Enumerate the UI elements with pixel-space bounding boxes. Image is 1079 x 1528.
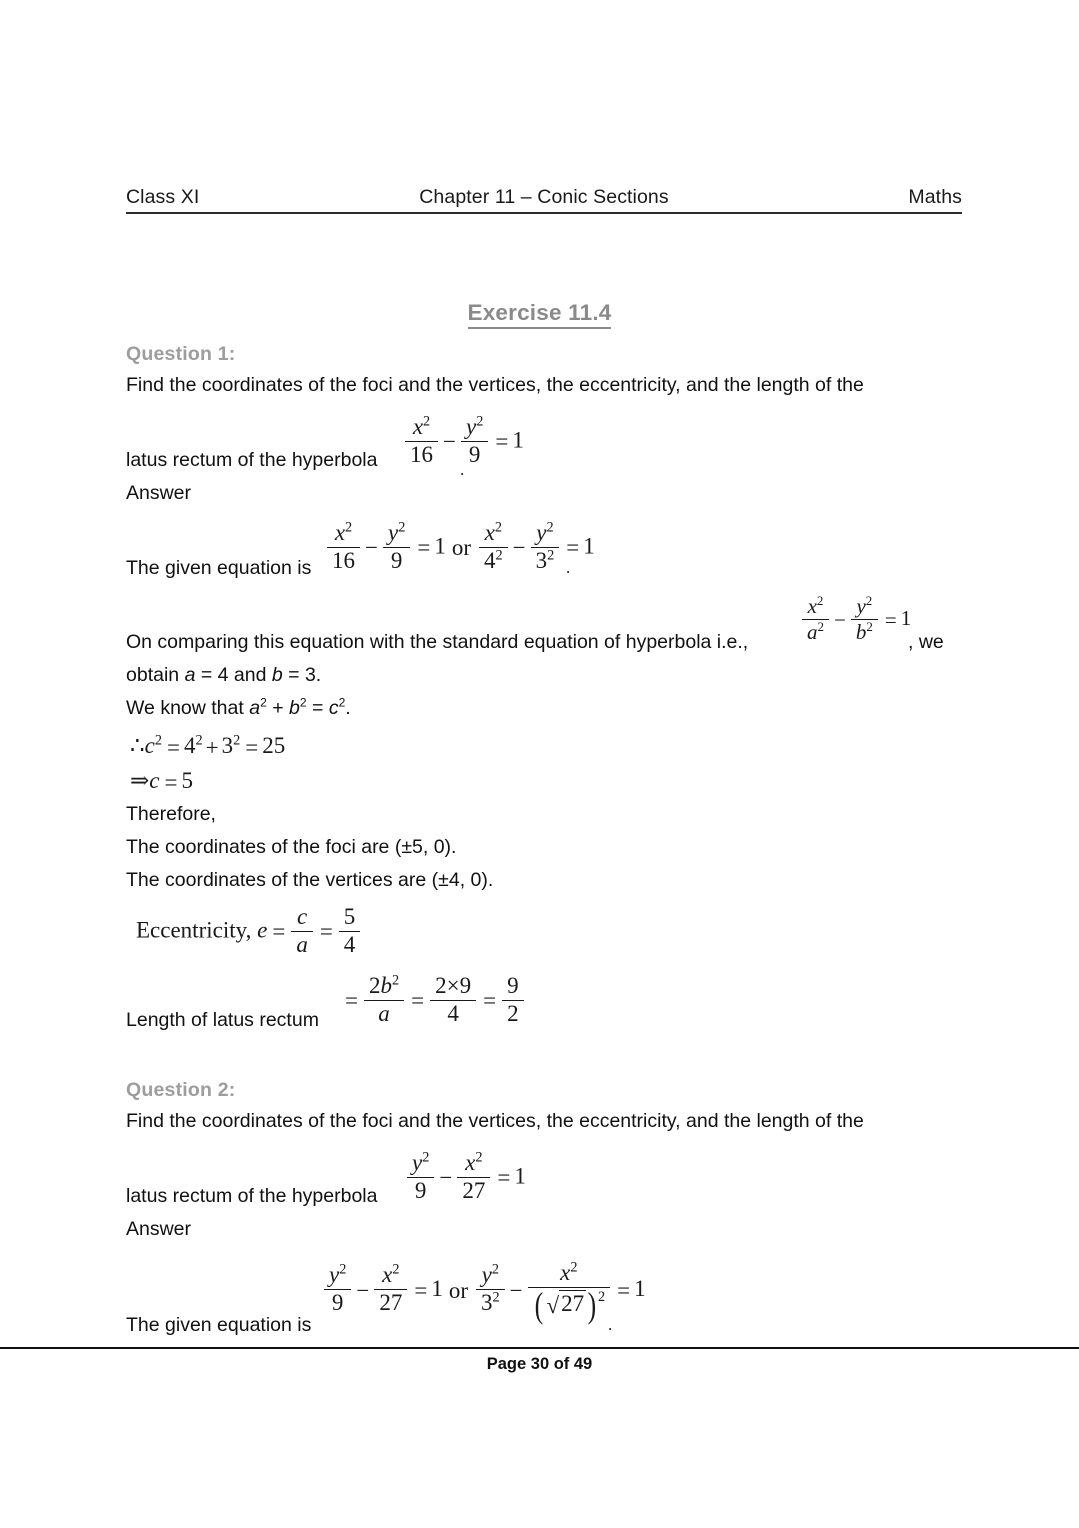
fraction-x2-over-27: $\frac{x^2}{27}$: [457, 1151, 490, 1204]
question-1-given-period: .: [566, 558, 571, 577]
equals-operator: =: [414, 1277, 428, 1303]
question-1-given-equation: [325, 519, 595, 575]
variable-c: c: [144, 733, 155, 758]
rhs-one: 1: [514, 1163, 526, 1189]
question-1-latus-rectum-label: Length of latus rectum: [126, 1009, 319, 1031]
variable-c: c: [149, 768, 160, 793]
variable-e: e: [257, 917, 268, 943]
variable-y: y: [412, 1150, 423, 1175]
denominator-3: 3: [480, 1290, 493, 1316]
fraction-y2-over-9: $\frac{y^2}{9}$: [324, 1263, 351, 1316]
question-2-answer-label: Answer: [126, 1218, 192, 1240]
therefore-symbol: ∴: [130, 733, 145, 758]
fraction-x2-over-16: $\frac{x^2}{16}$: [327, 521, 360, 574]
question-1-c-value-equation: [130, 768, 193, 796]
header-chapter-title: Chapter 11 – Conic Sections: [419, 186, 669, 208]
variable-x: x: [465, 1150, 476, 1175]
question-2-hyperbola-equation: [405, 1149, 526, 1205]
fraction-x2-over-16: $\frac{x^2}{16}$: [405, 415, 438, 468]
question-1-pythagoras-line: We know that $a^2 + b^2 = c^2$.: [126, 695, 351, 719]
question-2-prompt-line-1: Find the coordinates of the foci and the vertices, the eccentricity, and the length of the: [126, 1110, 864, 1132]
eccentricity-label: Eccentricity,: [136, 917, 252, 943]
question-2-given-equation-label: The given equation is: [126, 1314, 312, 1336]
denominator-9: 9: [331, 1290, 344, 1316]
denominator-16: 16: [410, 441, 433, 467]
rhs-one: 1: [583, 533, 595, 559]
header-class-label: Class XI: [126, 186, 200, 208]
variable-b: b: [271, 664, 283, 686]
value-5: 5: [181, 768, 193, 793]
variable-x: x: [412, 414, 424, 439]
header-divider: [126, 212, 962, 214]
equals-operator: =: [884, 607, 897, 632]
variable-y: y: [856, 594, 866, 618]
denominator-4: 4: [447, 1000, 459, 1026]
variable-x: x: [560, 1260, 571, 1285]
left-paren: (: [534, 1284, 543, 1325]
variable-y: y: [387, 520, 399, 545]
page-header: [126, 186, 962, 209]
fraction-y2-over-9: $\frac{y^2}{9}$: [461, 415, 488, 468]
radical-sign-icon: √: [546, 1293, 560, 1319]
footer-page-number: Page 30 of 49: [486, 1355, 593, 1373]
variable-a: a: [807, 619, 818, 644]
minus-operator: −: [443, 429, 456, 455]
question-2-label: Question 2:: [126, 1079, 236, 1101]
question-1-label: Question 1:: [126, 343, 236, 365]
equals-operator: =: [411, 988, 425, 1014]
question-1-obtain-line: [126, 665, 321, 686]
equals-operator: =: [497, 1165, 511, 1191]
question-1-foci-line: The coordinates of the foci are (±5, 0).: [126, 836, 457, 858]
fraction-y2-over-3sq: $\frac{y^2}{3^2}$: [531, 521, 560, 574]
rhs-one: 1: [512, 427, 524, 453]
variable-b: b: [380, 973, 392, 998]
minus-operator: −: [439, 1165, 453, 1191]
minus-operator: −: [834, 607, 846, 632]
rhs-one: 1: [431, 1275, 443, 1301]
fraction-y2-over-3sq: $\frac{y^2}{3^2}$: [476, 1263, 505, 1316]
sqrt-27: [544, 1290, 586, 1318]
variable-y: y: [481, 1262, 492, 1288]
equals-operator: =: [495, 429, 509, 455]
numerator-2x9: 2×9: [430, 974, 476, 1001]
fraction-5-over-4: [339, 905, 361, 958]
variable-c: c: [328, 697, 339, 719]
question-1-therefore-line: Therefore,: [126, 803, 216, 825]
minus-operator: −: [365, 535, 378, 561]
variable-y: y: [465, 414, 477, 439]
radicand-27: 27: [561, 1291, 585, 1317]
equals-operator: =: [483, 988, 497, 1014]
variable-y: y: [329, 1262, 340, 1288]
denominator-16: 16: [332, 547, 355, 573]
variable-c: c: [296, 904, 308, 929]
denominator-27: 27: [462, 1177, 486, 1203]
question-1-equation-period: .: [460, 460, 465, 479]
rhs-one: 1: [900, 605, 912, 630]
question-2-given-period: .: [608, 1315, 613, 1334]
plus-operator: +: [205, 734, 219, 760]
numerator-5: 5: [339, 905, 361, 932]
equals-operator: =: [166, 734, 180, 760]
question-1-compare-suffix: , we: [908, 631, 944, 653]
minus-operator: −: [512, 535, 526, 561]
numerator-9: 9: [502, 974, 524, 1001]
denominator-9: 9: [414, 1177, 427, 1203]
denominator-4: 4: [343, 931, 356, 957]
variable-b: b: [855, 619, 867, 644]
compare-text: On comparing this equation with the standard equation of hyperbola i.e.,: [126, 631, 749, 653]
variable-x: x: [382, 1262, 393, 1288]
exercise-title-text: Exercise 11.4: [468, 300, 612, 329]
obtain-mid2: = 3.: [282, 664, 322, 686]
footer-divider: [0, 1347, 1079, 1349]
minus-operator: −: [509, 1277, 523, 1303]
right-paren: ): [587, 1284, 597, 1325]
question-1-c-squared-equation: $\therefore c^2 = 4^2 + 3^2 = 25$: [130, 732, 286, 760]
question-1-given-equation-label: The given equation is: [126, 557, 312, 579]
equals-operator: =: [617, 1277, 631, 1303]
equals-operator: =: [272, 919, 286, 945]
fraction-2b2-over-a: $\frac{2b^2}{a}$: [364, 974, 404, 1027]
denominator-4: 4: [483, 547, 496, 573]
fraction-x2-over-sqrt27-squared: $\frac{x^2}{( √27 ) ^2}$: [528, 1261, 611, 1318]
equals-operator: =: [566, 535, 580, 561]
variable-b: b: [289, 697, 300, 719]
denominator-27: 27: [379, 1290, 403, 1316]
equals-operator: =: [345, 988, 358, 1014]
variable-a: a: [249, 697, 261, 719]
minus-operator: −: [356, 1277, 370, 1303]
question-1-latus-rectum-equation: [340, 972, 526, 1028]
header-subject-label: Maths: [908, 186, 962, 208]
fraction-y2-over-b2: $\frac{y^2}{b^2}$: [851, 595, 878, 643]
equals-operator: =: [164, 769, 178, 795]
question-1-prompt-line-1: Find the coordinates of the foci and the vertices, the eccentricity, and the length of the: [126, 374, 864, 396]
variable-y: y: [536, 520, 547, 545]
question-1-compare-line: [126, 632, 748, 653]
fraction-y2-over-9: $\frac{y^2}{9}$: [407, 1151, 434, 1204]
variable-x: x: [334, 520, 346, 545]
fraction-x2-over-27: $\frac{x^2}{27}$: [374, 1263, 407, 1316]
equals-operator: =: [319, 919, 333, 945]
fraction-x2-over-4sq: $\frac{x^2}{4^2}$: [479, 521, 508, 574]
variable-a: a: [296, 931, 308, 957]
variable-x: x: [484, 520, 495, 545]
denominator-3: 3: [535, 547, 548, 573]
question-2-given-equation: [322, 1259, 646, 1325]
question-1-prompt-line-2: latus rectum of the hyperbola: [126, 449, 378, 471]
value-25: 25: [262, 733, 286, 758]
variable-x: x: [807, 594, 817, 618]
denominator-9: 9: [468, 441, 481, 467]
or-conjunction: or: [448, 1277, 468, 1303]
equals-operator: =: [417, 535, 431, 561]
fraction-9-over-2: [502, 974, 524, 1027]
rhs-one: 1: [634, 1275, 646, 1301]
exercise-title: [0, 300, 1079, 326]
fraction-y2-over-9: $\frac{y^2}{9}$: [383, 521, 410, 574]
denominator-9: 9: [390, 547, 403, 573]
question-1-answer-label: Answer: [126, 482, 192, 504]
or-conjunction: or: [451, 535, 471, 561]
denominator-2: 2: [507, 1000, 519, 1026]
obtain-pre: obtain: [126, 664, 185, 686]
equals-operator: =: [245, 734, 259, 760]
variable-a: a: [378, 1000, 390, 1026]
standard-hyperbola-equation: [800, 593, 912, 644]
fraction-2x9-over-4: [430, 974, 476, 1027]
rhs-one: 1: [434, 533, 446, 559]
implies-symbol: ⇒: [130, 768, 150, 793]
obtain-mid1: = 4 and: [195, 664, 272, 686]
question-2-prompt-line-2: latus rectum of the hyperbola: [126, 1185, 378, 1207]
question-1-eccentricity-equation: [136, 906, 362, 959]
fraction-c-over-a: [291, 905, 313, 958]
variable-a: a: [184, 664, 196, 686]
fraction-x2-over-a2: $\frac{x^2}{a^2}$: [802, 595, 829, 643]
question-1-vertices-line: The coordinates of the vertices are (±4, 0).: [126, 869, 494, 891]
